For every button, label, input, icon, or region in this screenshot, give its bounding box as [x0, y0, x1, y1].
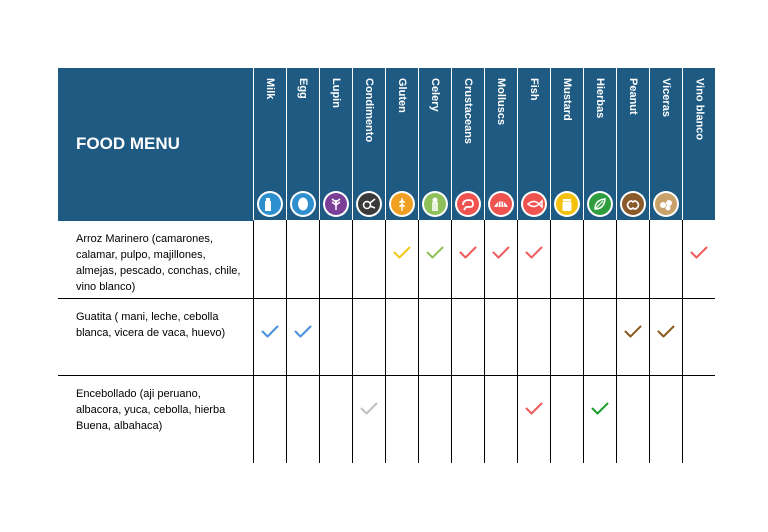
allergen-cell-viceras [649, 220, 682, 298]
allergen-label: Celery [429, 78, 441, 112]
herb-leaf-icon [587, 191, 613, 217]
allergen-cell-molluscs [484, 375, 517, 463]
check-icon [393, 246, 411, 260]
allergen-label: Milk [264, 78, 276, 100]
allergen-header-condimento [352, 68, 385, 220]
allergen-cell-lupin [319, 375, 352, 463]
dish-description: Arroz Marinero (camarones, calamar, pulpo, majillones, almejas, pescado, conchas, chile, vino blanco) [58, 220, 253, 298]
check-icon [657, 325, 675, 339]
allergen-cell-vino-blanco [682, 220, 715, 298]
allergen-header-vino-blanco [682, 68, 715, 220]
allergen-cell-fish [517, 220, 550, 298]
fish-icon [521, 191, 547, 217]
check-icon [624, 325, 642, 339]
check-icon [525, 246, 543, 260]
check-icon [492, 246, 510, 260]
shrimp-icon [455, 191, 481, 217]
allergen-label: Vino blanco [693, 78, 706, 141]
dish-row [58, 298, 715, 375]
allergen-cell-celery [418, 220, 451, 298]
allergen-label: Peanut [627, 78, 639, 115]
allergen-cell-condimento [352, 298, 385, 375]
allergen-cell-peanut [616, 298, 649, 375]
allergen-cell-vino-blanco [682, 298, 715, 375]
allergen-cell-condimento [352, 375, 385, 463]
allergen-cell-milk [253, 375, 286, 463]
allergen-label: Molluscs [495, 78, 507, 126]
check-icon [591, 402, 609, 416]
allergen-cell-crustaceans [451, 375, 484, 463]
allergen-cell-celery [418, 298, 451, 375]
allergen-cell-egg [286, 375, 319, 463]
check-icon [525, 402, 543, 416]
allergen-header-fish [517, 68, 550, 220]
egg-icon [290, 191, 316, 217]
allergen-cell-lupin [319, 298, 352, 375]
allergen-header-crustaceans [451, 68, 484, 220]
mustard-jar-icon [554, 191, 580, 217]
milk-bottle-icon [257, 191, 283, 217]
check-icon [294, 325, 312, 339]
allergen-label: Lupin [330, 78, 342, 108]
shell-icon [488, 191, 514, 217]
menu-title: FOOD MENU [58, 68, 253, 220]
allergen-header-lupin [319, 68, 352, 220]
allergen-header-hierbas [583, 68, 616, 220]
allergen-cell-hierbas [583, 298, 616, 375]
check-icon [426, 246, 444, 260]
allergen-header-gluten [385, 68, 418, 220]
allergen-header-molluscs [484, 68, 517, 220]
allergen-cell-egg [286, 298, 319, 375]
dish-row [58, 375, 715, 463]
allergen-label: Fish [528, 78, 540, 101]
allergen-cell-molluscs [484, 220, 517, 298]
allergen-header-peanut [616, 68, 649, 220]
organ-meat-icon [653, 191, 679, 217]
allergen-cell-milk [253, 220, 286, 298]
allergen-header-viceras [649, 68, 682, 220]
allergen-cell-egg [286, 220, 319, 298]
allergen-cell-crustaceans [451, 220, 484, 298]
allergen-header-row [58, 68, 715, 220]
allergen-cell-mustard [550, 375, 583, 463]
allergen-cell-mustard [550, 298, 583, 375]
condiment-icon [356, 191, 382, 217]
allergen-label: Egg [297, 78, 309, 99]
allergen-cell-viceras [649, 298, 682, 375]
peanut-icon [620, 191, 646, 217]
allergen-header-milk [253, 68, 286, 220]
allergen-cell-peanut [616, 375, 649, 463]
check-icon [360, 402, 378, 416]
allergen-header-mustard [550, 68, 583, 220]
celery-icon [422, 191, 448, 217]
wheat-icon [389, 191, 415, 217]
dish-description: Encebollado (aji peruano, albacora, yuca, cebolla, hierba Buena, albahaca) [76, 387, 226, 432]
dish-row [58, 220, 715, 298]
allergen-cell-mustard [550, 220, 583, 298]
allergen-cell-hierbas [583, 375, 616, 463]
allergen-label: Viceras [660, 78, 672, 117]
allergen-cell-crustaceans [451, 298, 484, 375]
allergen-cell-fish [517, 298, 550, 375]
allergen-cell-milk [253, 298, 286, 375]
allergen-cell-gluten [385, 298, 418, 375]
allergen-cell-molluscs [484, 298, 517, 375]
allergen-cell-gluten [385, 375, 418, 463]
allergen-label: Condimento [363, 78, 375, 143]
allergen-cell-peanut [616, 220, 649, 298]
allergen-cell-viceras [649, 375, 682, 463]
allergen-label: Hierbas [594, 78, 606, 119]
check-icon [261, 325, 279, 339]
allergen-header-egg [286, 68, 319, 220]
allergen-cell-vino-blanco [682, 375, 715, 463]
lupin-flower-icon [323, 191, 349, 217]
dish-rows [58, 220, 715, 463]
allergen-cell-hierbas [583, 220, 616, 298]
allergen-label: Gluten [396, 78, 408, 113]
allergen-cell-celery [418, 375, 451, 463]
allergen-header-celery [418, 68, 451, 220]
allergen-cell-condimento [352, 220, 385, 298]
food-menu-table [58, 68, 715, 463]
allergen-cell-lupin [319, 220, 352, 298]
allergen-cell-fish [517, 375, 550, 463]
allergen-cell-gluten [385, 220, 418, 298]
allergen-label: Crustaceans [462, 78, 474, 145]
dish-description: Guatita ( mani, leche, cebolla blanca, vicera de vaca, huevo) [58, 298, 253, 375]
allergen-label: Mustard [561, 78, 573, 121]
check-icon [459, 246, 477, 260]
check-icon [690, 246, 708, 260]
